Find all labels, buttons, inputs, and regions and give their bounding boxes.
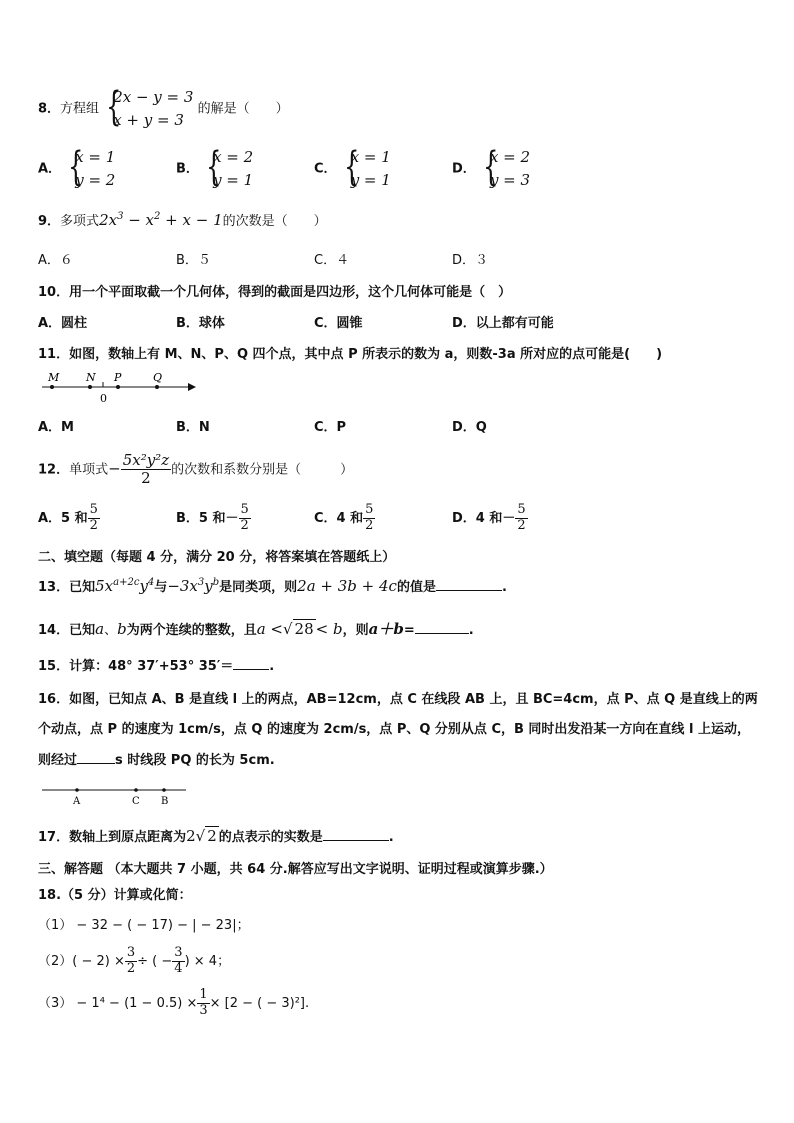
monomial-fraction: $\frac{\text{5x²y²z}}{2}$ — [122, 451, 170, 488]
question-number: 8． — [38, 101, 61, 117]
option-b: B．5 和－ $\frac{5}{2}$ — [176, 502, 249, 533]
question-18-part-3: （3） − 1⁴ − (1 − 0.5) × $\frac{1}{3}$ × [2 − ( − 3)²]. — [38, 987, 310, 1018]
question-tail: 的次数是（ ） — [222, 214, 327, 229]
term-1: $5x^{a+2c}y^4$ — [95, 577, 155, 595]
expression: 2a + 3b + 4c — [297, 577, 397, 595]
question-lead: 单项式 — [69, 462, 109, 478]
equation-system: { x = 1 y = 1 — [343, 144, 391, 190]
option-a: A．5 和 $\frac{5}{2}$ — [38, 502, 98, 533]
equation-1: x = 2 — [489, 148, 531, 166]
answer-blank[interactable] — [323, 840, 389, 841]
section-2-heading: 二、填空题（每题 4 分，满分 20 分，将答案填在答题纸上） — [38, 550, 396, 565]
question-16-line-2: 个动点，点 P 的速度为 1cm/s，点 Q 的速度为 2cm/s，点 P、Q 分别从点 C，B 同时出发沿某一方向在直线 l 上运动， — [38, 722, 750, 737]
answer-blank[interactable] — [77, 763, 115, 764]
option-b: B．５ — [176, 253, 211, 268]
option-d — [452, 146, 530, 192]
option-c: C．P — [314, 420, 347, 435]
point-a — [75, 788, 79, 792]
point-n — [88, 385, 92, 389]
point-q — [155, 385, 159, 389]
equation-2: y = 1 — [213, 171, 254, 189]
equation-system: { x = 1 y = 2 — [68, 144, 116, 190]
equation-system: { x = 2 y = 1 — [206, 144, 254, 190]
equation-1: 2x − y = 3 — [113, 88, 194, 106]
option-c — [314, 146, 391, 192]
point-b — [162, 788, 166, 792]
option-d: D．Q — [452, 420, 487, 435]
label-zero: 0 — [100, 392, 107, 404]
question-number: 12． — [38, 462, 70, 478]
option-c: C．４ — [314, 253, 350, 268]
equation-1: x = 1 — [75, 148, 116, 166]
label-a: A — [73, 796, 81, 807]
option-a — [38, 146, 115, 192]
equation-2: y = 1 — [350, 171, 391, 189]
answer-blank[interactable] — [415, 633, 469, 634]
label-q: Q — [153, 371, 163, 384]
section-3-heading: 三、解答题 （本大题共 7 小题，共 64 分.解答应写出文字说明、证明过程或演算步骤.） — [38, 862, 553, 877]
number-line-figure — [40, 370, 200, 404]
option-b — [176, 146, 253, 192]
point-p — [116, 385, 120, 389]
point-m — [50, 385, 54, 389]
question-14: 14．已知a、b为两个连续的整数，且a <√ 28 < b，则a＋b= . — [38, 620, 474, 638]
option-b: B．球体 — [176, 316, 225, 331]
option-label: D． — [452, 161, 476, 177]
question-9 — [38, 210, 327, 229]
equation-2: x + y = 3 — [113, 111, 184, 129]
answer-blank[interactable] — [233, 669, 269, 670]
option-label: C． — [314, 161, 337, 177]
question-lead: 多项式 — [60, 214, 100, 229]
equation-system: { x = 2 y = 3 — [483, 144, 531, 190]
equation-1: x = 1 — [350, 148, 391, 166]
question-18-part-1: （1） − 32 − ( − 17) − | − 23|； — [38, 918, 250, 933]
label-c: C — [132, 796, 140, 807]
question-11: 11．如图，数轴上有 M、N、P、Q 四个点，其中点 P 所表示的数为 a，则数-3a 所对应的点可能是( ) — [38, 347, 663, 362]
question-number: 9． — [38, 214, 61, 229]
question-16-line-1: 16．如图，已知点 A、B 是直线 l 上的两点，AB=12cm，点 C 在线段 AB 上，且 BC=4cm，点 P、点 Q 是直线上的两 — [38, 692, 758, 707]
question-17: 17．数轴上到原点距离为2√ 2 的点表示的实数是 . — [38, 827, 394, 845]
label-b: B — [161, 796, 169, 807]
term-2: $-3x^3y^b$ — [167, 577, 220, 595]
answer-blank[interactable] — [436, 590, 502, 591]
label-p: P — [114, 371, 122, 384]
question-13: 13．已知$5x^{a+2c}y^4$与$-3x^3y^b$是同类项，则2a + 3b + 4c的值是 . — [38, 577, 507, 595]
option-d: D．4 和－ $\frac{5}{2}$ — [452, 502, 526, 533]
label-n: N — [86, 371, 96, 384]
equation-2: y = 3 — [489, 171, 531, 189]
sqrt-28: √ 28 — [282, 620, 314, 638]
option-d: D．以上都有可能 — [452, 316, 554, 331]
option-c: C．4 和 $\frac{5}{2}$ — [314, 502, 374, 533]
question-10: 10．用一个平面取截一个几何体，得到的截面是四边形，这个几何体可能是（ ） — [38, 285, 512, 300]
point-c — [134, 788, 138, 792]
question-18-part-2: （2）( − 2) × $\frac{3}{2}$ ÷ ( − $\frac{3}{4}$ ) × 4； — [38, 945, 231, 976]
option-label: A． — [38, 161, 62, 177]
option-a: A．M — [38, 420, 74, 435]
question-18-title: 18.（5 分）计算或化简： — [38, 888, 192, 903]
option-a: A．６ — [38, 253, 73, 268]
question-tail: 的解是（ ） — [197, 101, 289, 117]
question-16-line-3: 则经过 s 时线段 PQ 的长为 5cm. — [38, 753, 275, 768]
question-lead: 方程组 — [60, 101, 100, 117]
question-tail: 的次数和系数分别是（ ） — [171, 462, 354, 478]
equation-2: y = 2 — [75, 171, 116, 189]
polynomial: $2x^3 - x^2 + x - 1$ — [99, 211, 223, 229]
option-label: B． — [176, 161, 199, 177]
equation-system: { 2x − y = 3 x + y = 3 — [106, 84, 194, 130]
question-12 — [38, 452, 353, 488]
option-a: A．圆柱 — [38, 316, 88, 331]
two-sqrt-two: 2√ 2 — [186, 827, 217, 845]
equation-1: x = 2 — [213, 148, 254, 166]
option-c: C．圆锥 — [314, 316, 363, 331]
minus-sign: − — [108, 459, 121, 478]
label-m: M — [48, 371, 60, 384]
question-15: 15．计算：48° 37′+53° 35′＝ . — [38, 659, 275, 674]
question-8 — [38, 86, 289, 132]
segment-figure — [40, 782, 190, 808]
option-b: B．N — [176, 420, 210, 435]
option-d: D．３ — [452, 253, 489, 268]
